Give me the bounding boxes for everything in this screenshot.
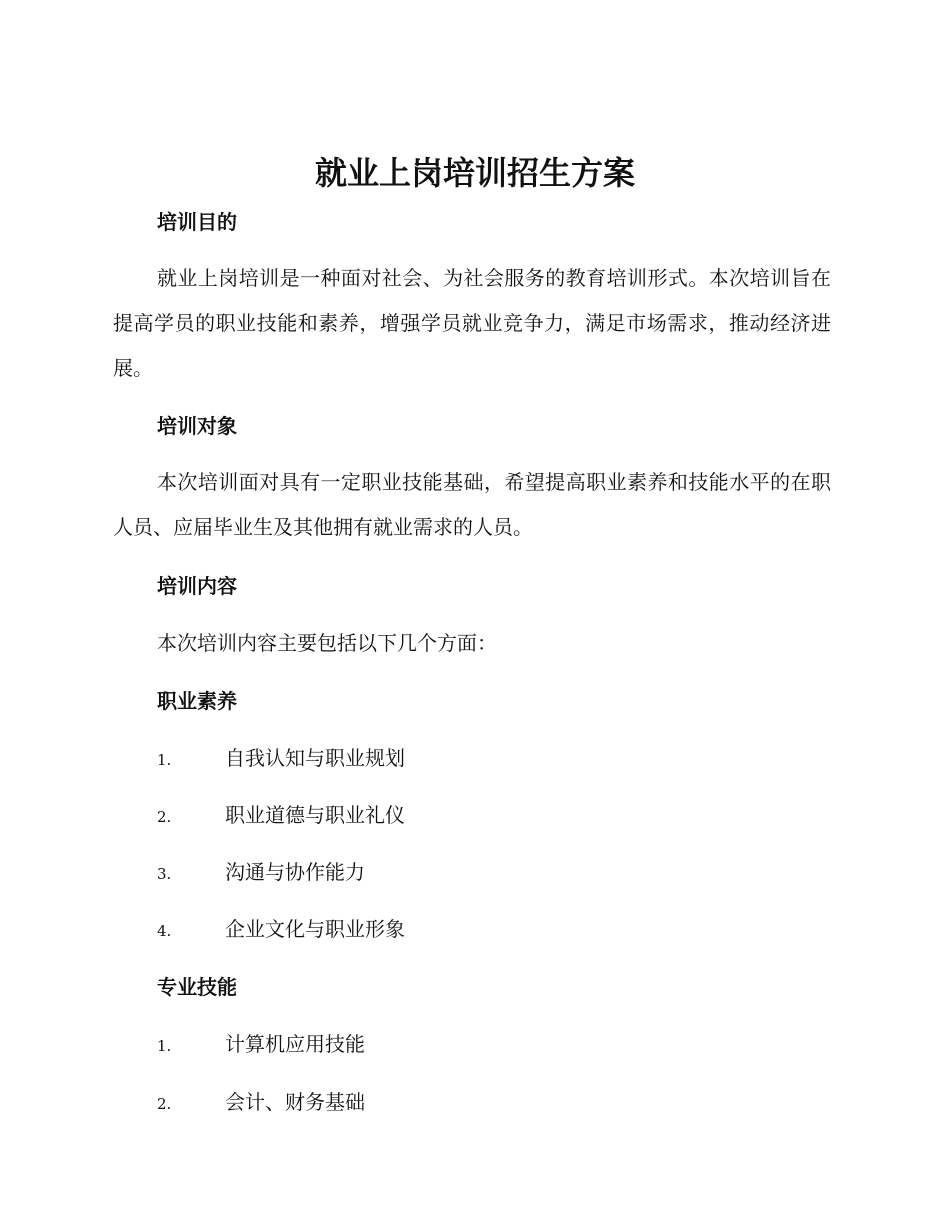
list-item <box>157 801 757 831</box>
section-heading-content: 培训内容 <box>157 574 237 598</box>
list-item <box>157 1030 757 1060</box>
list-item <box>157 915 757 945</box>
section-paragraph-content: 本次培训内容主要包括以下几个方面： <box>157 631 497 655</box>
section-heading-purpose: 培训目的 <box>157 210 237 234</box>
list-item-number: 2. <box>157 1095 172 1113</box>
list-item-text: 职业道德与职业礼仪 <box>225 803 405 827</box>
list-item-number: 1. <box>157 1037 172 1055</box>
list-item-text: 自我认知与职业规划 <box>225 746 405 770</box>
document-title: 就业上岗培训招生方案 <box>314 154 635 192</box>
section-paragraph-audience: 本次培训面对具有一定职业技能基础，希望提高职业素养和技能水平的在职人员、应届毕业生及其他拥有就业需求的人员。 <box>113 470 831 539</box>
subsection-heading-professional-skills: 专业技能 <box>157 975 237 999</box>
section-paragraph-purpose: 就业上岗培训是一种面对社会、为社会服务的教育培训形式。本次培训旨在提高学员的职业技能和素养，增强学员就业竞争力，满足市场需求，推动经济进展。 <box>113 266 831 380</box>
list-item-text: 企业文化与职业形象 <box>225 917 405 941</box>
list-item <box>157 1088 757 1118</box>
list-item-number: 1. <box>157 751 172 769</box>
list-item <box>157 744 757 774</box>
list-item-number: 4. <box>157 922 172 940</box>
list-item-text: 计算机应用技能 <box>225 1032 365 1056</box>
list-item-text: 会计、财务基础 <box>225 1090 365 1114</box>
subsection-heading-professional-quality: 职业素养 <box>157 689 237 713</box>
list-item-number: 2. <box>157 808 172 826</box>
list-item-text: 沟通与协作能力 <box>225 860 365 884</box>
list-item-number: 3. <box>157 865 172 883</box>
list-item <box>157 858 757 888</box>
section-heading-audience: 培训对象 <box>157 414 237 438</box>
